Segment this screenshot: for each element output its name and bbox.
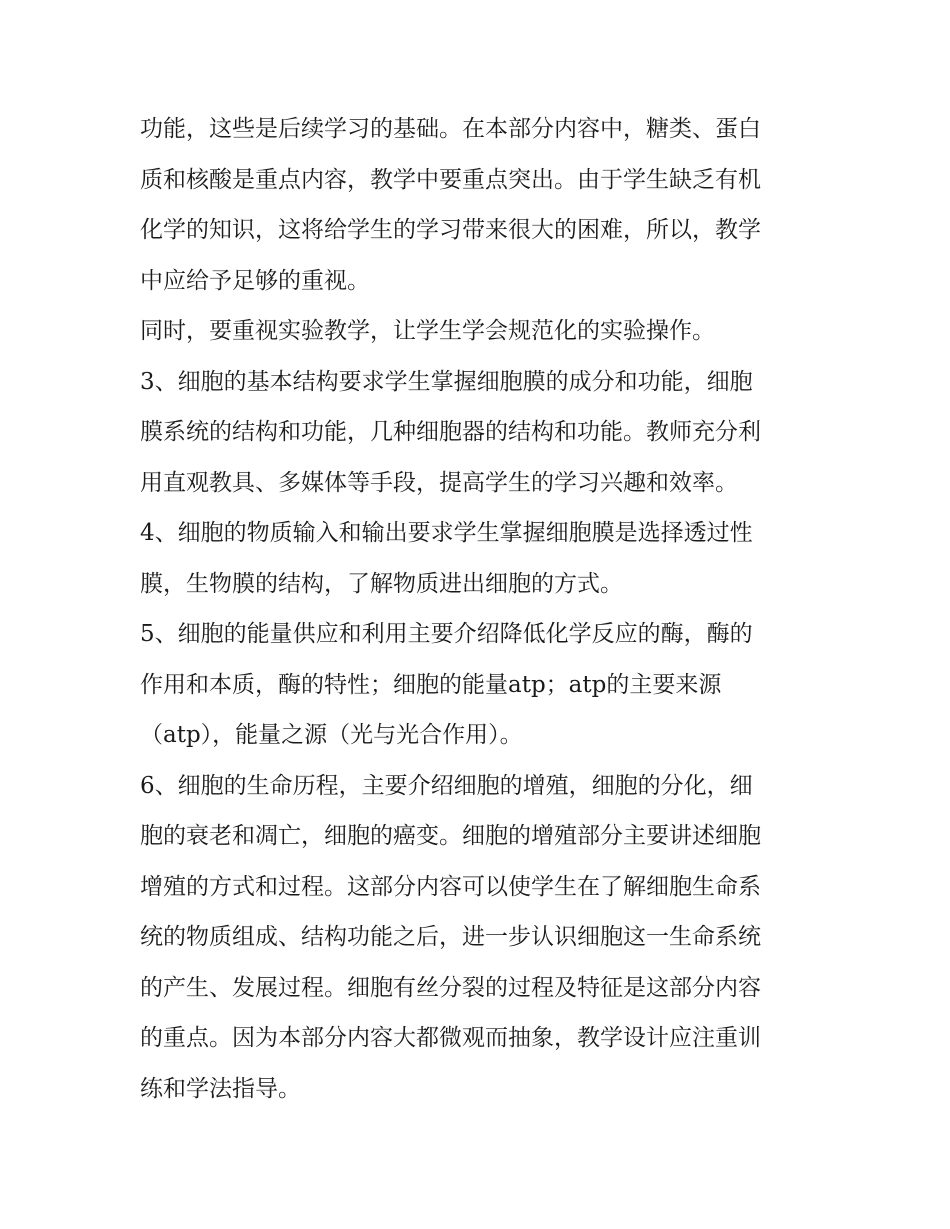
text-line: 同时，要重视实验教学，让学生学会规范化的实验操作。	[140, 318, 715, 344]
text-line: 练和学法指导。	[140, 1076, 301, 1102]
text-line: 的产生、发展过程。细胞有丝分裂的过程及特征是这部分内容	[140, 975, 761, 1001]
text-line: 胞的衰老和凋亡，细胞的癌变。细胞的增殖部分主要讲述细胞	[140, 823, 761, 849]
text-line: 6、细胞的生命历程，主要介绍细胞的增殖，细胞的分化，细	[140, 773, 753, 799]
text-line: 功能，这些是后续学习的基础。在本部分内容中，糖类、蛋白	[140, 116, 761, 142]
text-line: 质和核酸是重点内容，教学中要重点突出。由于学生缺乏有机	[140, 167, 761, 193]
text-line: 膜，生物膜的结构，了解物质进出细胞的方式。	[140, 571, 623, 597]
text-line: 5、细胞的能量供应和利用主要介绍降低化学反应的酶，酶的	[140, 621, 753, 647]
text-line: 统的物质组成、结构功能之后，进一步认识细胞这一生命系统	[140, 924, 761, 950]
text-line: 的重点。因为本部分内容大都微观而抽象，教学设计应注重训	[140, 1025, 761, 1051]
text-line: 4、细胞的物质输入和输出要求学生掌握细胞膜是选择透过性	[140, 520, 753, 546]
text-line: 作用和本质，酶的特性；细胞的能量atp；atp的主要来源	[140, 672, 722, 698]
text-line: 3、细胞的基本结构要求学生掌握细胞膜的成分和功能，细胞	[140, 369, 753, 395]
text-line: （atp），能量之源（光与光合作用）。	[140, 722, 523, 748]
text-line: 增殖的方式和过程。这部分内容可以使学生在了解细胞生命系	[140, 874, 761, 900]
text-line: 膜系统的结构和功能，几种细胞器的结构和功能。教师充分利	[140, 419, 761, 445]
text-line: 化学的知识，这将给学生的学习带来很大的困难，所以，教学	[140, 217, 761, 243]
text-line: 用直观教具、多媒体等手段，提高学生的学习兴趣和效率。	[140, 470, 738, 496]
text-line: 中应给予足够的重视。	[140, 268, 370, 294]
